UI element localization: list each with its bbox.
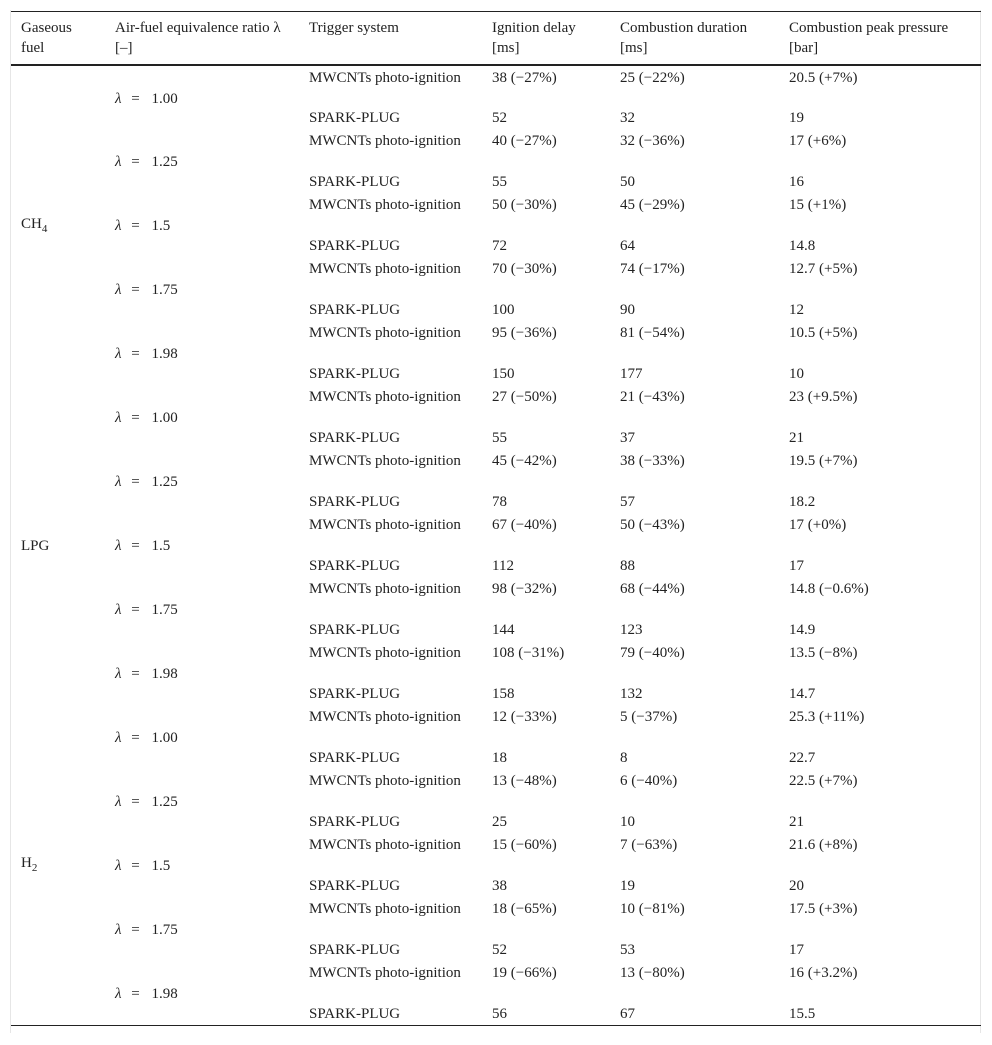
trigger-spark-plug: SPARK-PLUG (309, 750, 401, 766)
trigger-photo-ignition: MWCNTs photo-ignition (309, 453, 461, 469)
peak-pressure-cell: 15.5 (789, 1006, 816, 1022)
ignition-delay-cell: 25 (492, 814, 507, 830)
ignition-delay-cell: 12 (−33%) (492, 709, 557, 725)
combustion-duration-cell: 50 (620, 174, 635, 190)
peak-pressure-cell: 13.5 (−8%) (789, 645, 858, 661)
combustion-duration-cell: 177 (620, 366, 643, 382)
ignition-delay-cell: 100 (492, 302, 515, 318)
table-header (11, 12, 981, 66)
peak-pressure-cell: 21 (789, 814, 804, 830)
trigger-spark-plug: SPARK-PLUG (309, 110, 401, 126)
trigger-photo-ignition: MWCNTs photo-ignition (309, 965, 461, 981)
combustion-duration-cell: 7 (−63%) (620, 837, 678, 853)
ignition-delay-cell: 78 (492, 494, 507, 510)
combustion-duration-cell: 88 (620, 558, 635, 574)
header-combustion-peak-pressure: Combustion peak pressure [bar] (789, 20, 949, 56)
lambda-cell: λ = 1.75 (115, 282, 178, 298)
combustion-duration-cell: 50 (−43%) (620, 517, 685, 533)
lambda-cell: λ = 1.5 (115, 218, 171, 234)
ignition-delay-cell: 95 (−36%) (492, 325, 557, 341)
lambda-cell: λ = 1.00 (115, 90, 178, 107)
header-trigger-system: Trigger system (309, 20, 399, 36)
table-row (11, 257, 981, 299)
combustion-duration-cell: 10 (620, 814, 635, 830)
trigger-spark-plug: SPARK-PLUG (309, 814, 401, 830)
combustion-duration-cell: 57 (620, 494, 635, 510)
ignition-delay-cell: 144 (492, 622, 515, 638)
ignition-delay-cell: 18 (492, 750, 507, 766)
ignition-delay-cell: 98 (−32%) (492, 581, 557, 597)
trigger-spark-plug: SPARK-PLUG (309, 1006, 401, 1022)
ignition-delay-cell: 108 (−31%) (492, 645, 565, 661)
combustion-duration-cell: 25 (−22%) (620, 70, 685, 86)
table-row (11, 705, 981, 747)
peak-pressure-cell: 22.5 (+7%) (789, 773, 858, 789)
fuel-cell: $H_2$ (21, 855, 38, 875)
ignition-delay-cell: 45 (−42%) (492, 453, 557, 469)
trigger-spark-plug: SPARK-PLUG (309, 622, 401, 638)
peak-pressure-cell: 14.7 (789, 686, 816, 702)
peak-pressure-cell: 14.8 (−0.6%) (789, 581, 869, 597)
peak-pressure-cell: 16 (+3.2%) (789, 965, 858, 981)
table-row (11, 321, 981, 363)
peak-pressure-cell: 18.2 (789, 494, 816, 510)
peak-pressure-cell: 21.6 (+8%) (789, 837, 858, 853)
combustion-duration-cell: 45 (−29%) (620, 197, 685, 213)
peak-pressure-cell: 10.5 (+5%) (789, 325, 858, 341)
header-ignition-delay: Ignition delay [ms] (492, 20, 576, 56)
ignition-delay-cell: 38 (492, 878, 507, 894)
lambda-cell: λ = 1.75 (115, 922, 178, 938)
lambda-cell: λ = 1.98 (115, 666, 178, 682)
ignition-delay-cell: 52 (492, 110, 507, 126)
trigger-spark-plug: SPARK-PLUG (309, 302, 401, 318)
table-row (11, 65, 981, 107)
combustion-duration-cell: 53 (620, 942, 635, 958)
header-gaseous-fuel: Gaseous fuel (21, 20, 72, 56)
ignition-delay-cell: 15 (−60%) (492, 837, 557, 853)
ignition-delay-cell: 38 (−27%) (492, 70, 557, 86)
lambda-cell: λ = 1.75 (115, 602, 178, 618)
combustion-duration-cell: 74 (−17%) (620, 261, 685, 277)
combustion-duration-cell: 123 (620, 622, 643, 638)
lambda-cell: λ = 1.98 (115, 346, 178, 362)
lambda-cell: λ = 1.00 (115, 730, 178, 746)
ignition-delay-cell: 18 (−65%) (492, 901, 557, 917)
peak-pressure-cell: 21 (789, 430, 804, 446)
trigger-spark-plug: SPARK-PLUG (309, 942, 401, 958)
combustion-duration-cell: 8 (620, 750, 628, 766)
trigger-photo-ignition: MWCNTs photo-ignition (309, 901, 461, 917)
trigger-photo-ignition: MWCNTs photo-ignition (309, 389, 461, 405)
table-row (11, 385, 981, 427)
trigger-photo-ignition: MWCNTs photo-ignition (309, 70, 461, 86)
trigger-photo-ignition: MWCNTs photo-ignition (309, 709, 461, 725)
ignition-delay-cell: 52 (492, 942, 507, 958)
lambda-cell: λ = 1.25 (115, 154, 178, 170)
peak-pressure-cell: 12.7 (+5%) (789, 261, 858, 277)
table-row (11, 129, 981, 171)
ignition-delay-cell: 13 (−48%) (492, 773, 557, 789)
combustion-duration-cell: 5 (−37%) (620, 709, 678, 725)
peak-pressure-cell: 17.5 (+3%) (789, 901, 858, 917)
peak-pressure-cell: 19 (789, 110, 804, 126)
ignition-delay-cell: 158 (492, 686, 515, 702)
trigger-spark-plug: SPARK-PLUG (309, 494, 401, 510)
combustion-duration-cell: 79 (−40%) (620, 645, 685, 661)
table-row (11, 193, 981, 235)
trigger-spark-plug: SPARK-PLUG (309, 238, 401, 254)
peak-pressure-cell: 14.8 (789, 238, 816, 254)
header-lambda: Air-fuel equivalence ratio λ [–] (115, 20, 281, 56)
peak-pressure-cell: 14.9 (789, 622, 816, 638)
combustion-duration-cell: 81 (−54%) (620, 325, 685, 341)
trigger-photo-ignition: MWCNTs photo-ignition (309, 773, 461, 789)
combustion-duration-cell: 64 (620, 238, 635, 254)
combustion-duration-cell: 90 (620, 302, 635, 318)
combustion-duration-cell: 32 (−36%) (620, 133, 685, 149)
combustion-duration-cell: 67 (620, 1006, 635, 1022)
ignition-delay-cell: 27 (−50%) (492, 389, 557, 405)
fuel-cell: LPG (21, 538, 50, 554)
ignition-delay-cell: 150 (492, 366, 515, 382)
trigger-spark-plug: SPARK-PLUG (309, 558, 401, 574)
ignition-delay-cell: 56 (492, 1006, 507, 1022)
table-row (11, 577, 981, 619)
combustion-duration-cell: 68 (−44%) (620, 581, 685, 597)
peak-pressure-cell: 20.5 (+7%) (789, 70, 858, 86)
trigger-photo-ignition: MWCNTs photo-ignition (309, 261, 461, 277)
peak-pressure-cell: 15 (+1%) (789, 197, 847, 213)
fuel-cell: $CH_4$ (21, 216, 48, 235)
trigger-photo-ignition: MWCNTs photo-ignition (309, 325, 461, 341)
table-row (11, 897, 981, 939)
lambda-cell: λ = 1.25 (115, 474, 178, 490)
peak-pressure-cell: 22.7 (789, 750, 816, 766)
table-row (11, 449, 981, 491)
trigger-spark-plug: SPARK-PLUG (309, 686, 401, 702)
combustion-duration-cell: 21 (−43%) (620, 389, 685, 405)
trigger-spark-plug: SPARK-PLUG (309, 430, 401, 446)
peak-pressure-cell: 17 (789, 558, 804, 574)
results-table (11, 11, 981, 1026)
peak-pressure-cell: 17 (+6%) (789, 133, 847, 149)
peak-pressure-cell: 12 (789, 302, 804, 318)
combustion-duration-cell: 10 (−81%) (620, 901, 685, 917)
trigger-spark-plug: SPARK-PLUG (309, 174, 401, 190)
lambda-cell: λ = 1.5 (115, 858, 171, 874)
peak-pressure-cell: 19.5 (+7%) (789, 453, 858, 469)
trigger-photo-ignition: MWCNTs photo-ignition (309, 645, 461, 661)
trigger-photo-ignition: MWCNTs photo-ignition (309, 837, 461, 853)
table-row (11, 769, 981, 811)
combustion-duration-cell: 19 (620, 878, 635, 894)
peak-pressure-cell: 17 (789, 942, 804, 958)
peak-pressure-cell: 10 (789, 366, 804, 382)
table-row (11, 961, 981, 1003)
trigger-photo-ignition: MWCNTs photo-ignition (309, 517, 461, 533)
peak-pressure-cell: 25.3 (+11%) (789, 709, 865, 725)
combustion-duration-cell: 37 (620, 430, 635, 446)
table-row (11, 641, 981, 683)
ignition-delay-cell: 55 (492, 174, 507, 190)
lambda-cell: λ = 1.25 (115, 794, 178, 810)
ignition-delay-cell: 70 (−30%) (492, 261, 557, 277)
lambda-cell: λ = 1.98 (115, 985, 178, 1002)
ignition-delay-cell: 112 (492, 558, 514, 574)
combustion-duration-cell: 132 (620, 686, 643, 702)
peak-pressure-cell: 17 (+0%) (789, 517, 847, 533)
table-row (11, 833, 981, 875)
ignition-delay-cell: 72 (492, 238, 507, 254)
ignition-delay-cell: 40 (−27%) (492, 133, 557, 149)
lambda-cell: λ = 1.00 (115, 410, 178, 426)
trigger-photo-ignition: MWCNTs photo-ignition (309, 133, 461, 149)
peak-pressure-cell: 16 (789, 174, 804, 190)
trigger-spark-plug: SPARK-PLUG (309, 878, 401, 894)
combustion-duration-cell: 32 (620, 110, 635, 126)
combustion-duration-cell: 6 (−40%) (620, 773, 678, 789)
header-combustion-duration: Combustion duration [ms] (620, 20, 748, 56)
combustion-duration-cell: 13 (−80%) (620, 965, 685, 981)
table-body (11, 65, 981, 1025)
trigger-photo-ignition: MWCNTs photo-ignition (309, 197, 461, 213)
trigger-photo-ignition: MWCNTs photo-ignition (309, 581, 461, 597)
table-row (11, 513, 981, 555)
ignition-delay-cell: 50 (−30%) (492, 197, 557, 213)
peak-pressure-cell: 23 (+9.5%) (789, 389, 858, 405)
trigger-spark-plug: SPARK-PLUG (309, 366, 401, 382)
ignition-delay-cell: 55 (492, 430, 507, 446)
peak-pressure-cell: 20 (789, 878, 804, 894)
combustion-duration-cell: 38 (−33%) (620, 453, 685, 469)
lambda-cell: λ = 1.5 (115, 538, 171, 554)
ignition-delay-cell: 67 (−40%) (492, 517, 557, 533)
ignition-delay-cell: 19 (−66%) (492, 965, 557, 981)
